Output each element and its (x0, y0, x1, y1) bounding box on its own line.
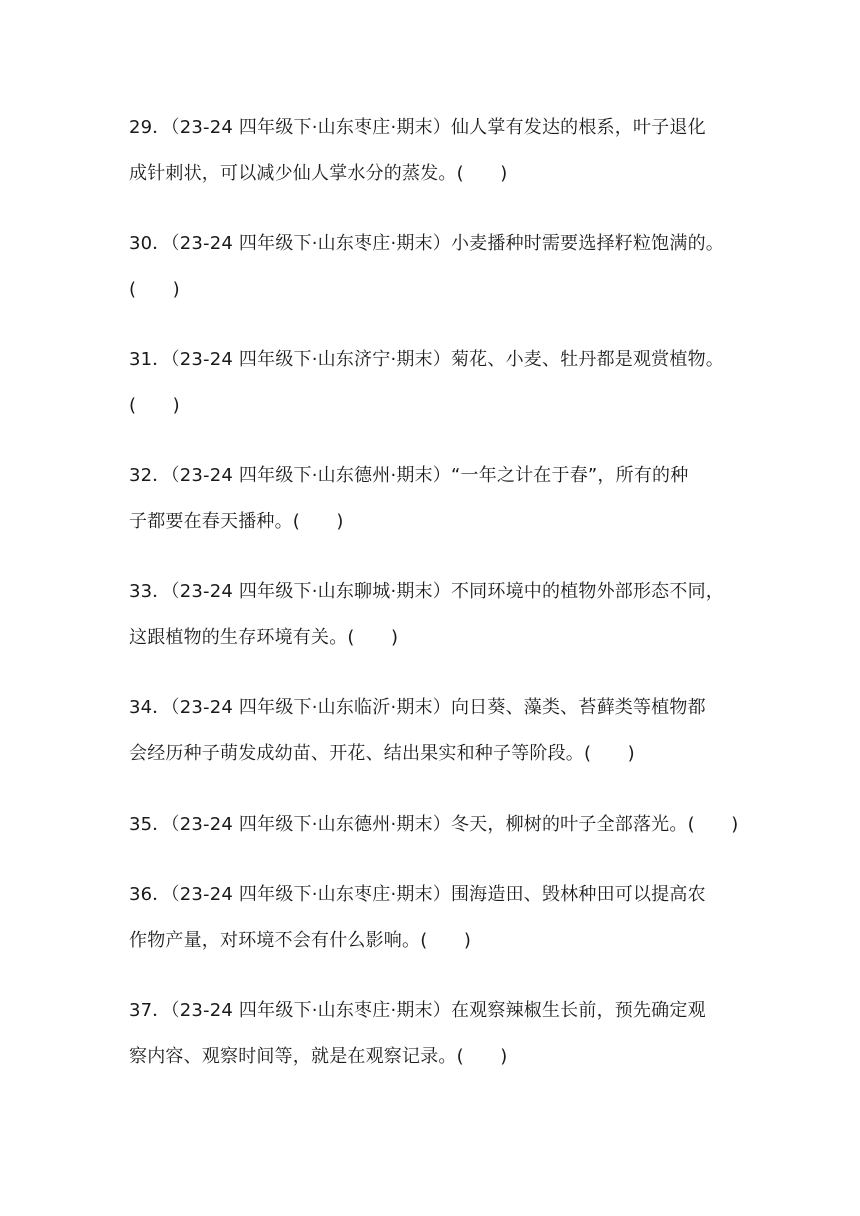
question-30 (129, 221, 734, 313)
question-line: 31．（23-24 四年级下·山东济宁·期末）菊花、小麦、牡丹都是观赏植物。 (129, 349, 724, 370)
question-line: ( ) (129, 395, 180, 416)
question-line: 30．（23-24 四年级下·山东枣庄·期末）小麦播种时需要选择籽粒饱满的。 (129, 233, 724, 254)
question-37 (129, 988, 734, 1080)
question-line: 子都要在春天播种。( ) (129, 511, 344, 532)
question-34 (129, 685, 734, 777)
question-line: 察内容、观察时间等，就是在观察记录。( ) (129, 1046, 508, 1067)
question-line: 作物产量，对环境不会有什么影响。( ) (129, 930, 472, 951)
question-line: ( ) (129, 279, 180, 300)
question-line: 会经历种子萌发成幼苗、开花、结出果实和种子等阶段。( ) (129, 743, 635, 764)
question-29 (129, 105, 734, 197)
question-32 (129, 453, 734, 545)
question-line: 32．（23-24 四年级下·山东德州·期末）“一年之计在于春”，所有的种 (129, 465, 689, 486)
question-line: 36．（23-24 四年级下·山东枣庄·期末）围海造田、毁林种田可以提高农 (129, 884, 706, 905)
question-33 (129, 569, 734, 661)
question-31 (129, 337, 734, 429)
question-line: 37．（23-24 四年级下·山东枣庄·期末）在观察辣椒生长前，预先确定观 (129, 1000, 706, 1021)
question-35 (129, 802, 739, 848)
question-line: 34．（23-24 四年级下·山东临沂·期末）向日葵、藻类、苔藓类等植物都 (129, 697, 706, 718)
question-line: 成针刺状，可以减少仙人掌水分的蒸发。( ) (129, 163, 508, 184)
question-line: 29．（23-24 四年级下·山东枣庄·期末）仙人掌有发达的根系，叶子退化 (129, 117, 706, 138)
question-line: 35．（23-24 四年级下·山东德州·期末）冬天，柳树的叶子全部落光。( ) (129, 814, 739, 835)
question-36 (129, 872, 734, 964)
question-line: 33．（23-24 四年级下·山东聊城·期末）不同环境中的植物外部形态不同， (129, 581, 724, 602)
question-line: 这跟植物的生存环境有关。( ) (129, 627, 399, 648)
